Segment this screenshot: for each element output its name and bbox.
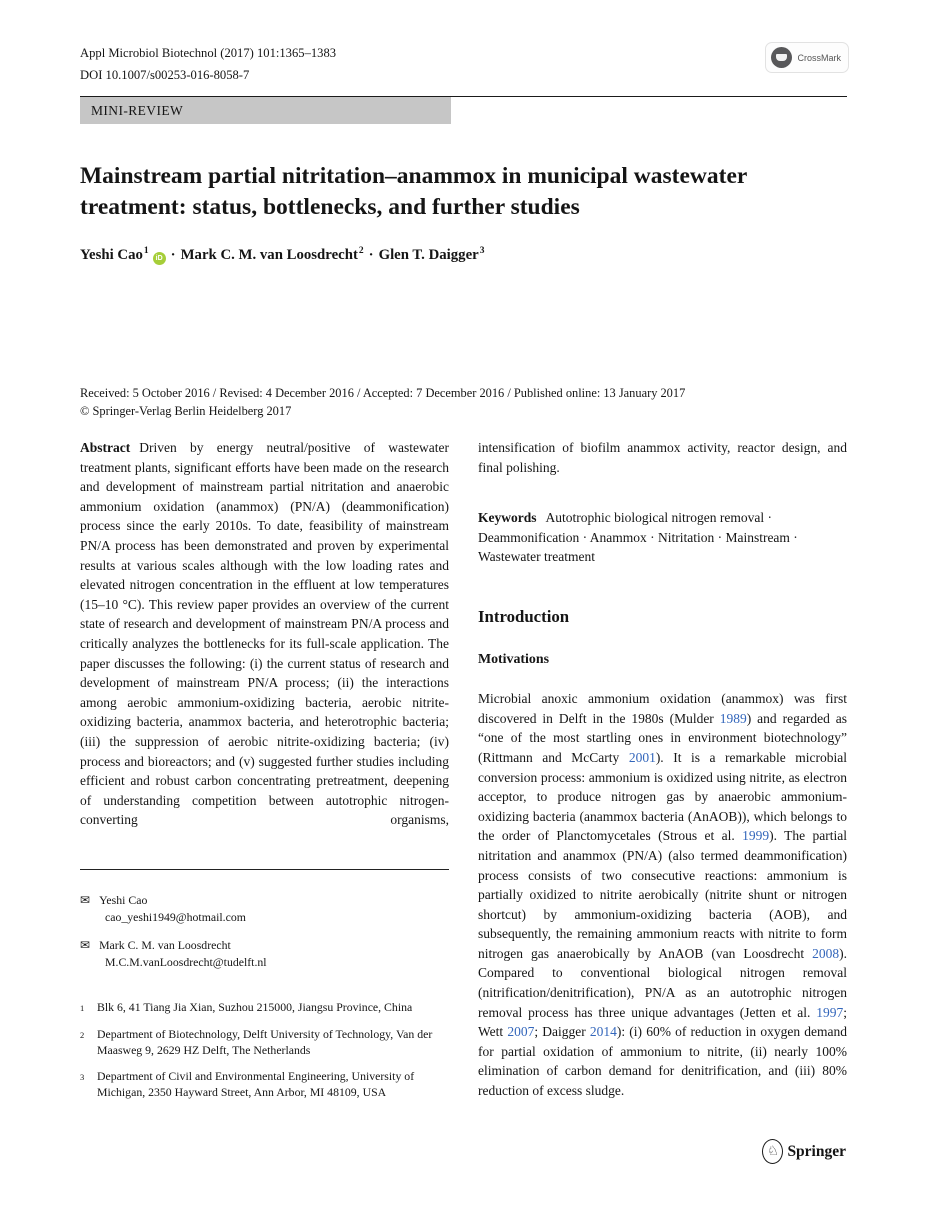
citation-link[interactable]: 1989 xyxy=(719,710,747,726)
author-superscript: 3 xyxy=(479,246,485,256)
affiliation-number: 3 xyxy=(80,1071,85,1082)
author-name: Glen T. Daigger xyxy=(378,246,479,263)
corresponding-email[interactable]: M.C.M.vanLoosdrecht@tudelft.nl xyxy=(105,955,267,969)
crossmark-label: CrossMark xyxy=(797,52,841,63)
springer-label: Springer xyxy=(787,1142,846,1160)
citation-link[interactable]: 2008 xyxy=(812,945,840,961)
affiliation-number: 1 xyxy=(80,1003,85,1013)
footnote-divider xyxy=(80,869,449,870)
text-segment: ): (i) 60% of reduction in oxygen demand for partial oxidation of ammonium to nitrite, (ii) nearly 100% elimination of carbon demand for denitrification, and (iii) 80% reduction of excess sludge. xyxy=(478,1024,847,1099)
received-dates-line: Received: 5 October 2016 / Revised: 4 December 2016 / Accepted: 7 December 2016 / Published online: 13 January 2017 xyxy=(80,386,686,400)
author-name: Yeshi Cao xyxy=(80,246,143,263)
abstract-paragraph xyxy=(80,438,449,830)
journal-header xyxy=(80,46,336,83)
abstract-text: Driven by energy neutral/positive of wastewater treatment plants, significant efforts have been made on the research and development of mainstream partial nitritation and anaerobic ammonium oxidation (anammox) (PN/A) (deammonification) process since the early 2010s. To date, feasibility of mainstream PN/A process has been demonstrated and proven by experimental results at various scales although with the low loading rates and elevated nitrogen concentration in the effluent at low temperatures (15–10 °C). This review paper provides an overview of the current state of research and development of mainstream PN/A process and critically analyzes the bottlenecks for its full-scale application. The paper discusses the following: (i) the current status of research and development of mainstream PN/A process; (ii) the interactions among aerobic ammonium-oxidizing bacteria, aerobic nitrite-oxidizing bacteria, anammox bacteria, and heterotrophic bacteria; (iii) the suppression of aerobic nitrite-oxidizing bacteria; (iv) process and bioreactors; and (v) suggested further studies including efficient and robust carbon concentrating pretreatment, deepening of understanding competition between autotrophic nitrogen-converting organisms, xyxy=(80,440,449,828)
intro-paragraph xyxy=(478,689,847,1100)
affiliation-text: Blk 6, 41 Tiang Jia Xian, Suzhou 215000, Jiangsu Province, China xyxy=(97,1000,413,1014)
keywords-text: Autotrophic biological nitrogen removal · Deammonification · Anammox · Nitritation · Mainstream · Wastewater treatment xyxy=(478,510,798,565)
author-name: Mark C. M. van Loosdrecht xyxy=(180,246,358,263)
affiliation-text: Department of Biotechnology, Delft University of Technology, Van der Maasweg 9, 2629 HZ Delft, The Netherlands xyxy=(97,1026,433,1057)
corresponding-entry xyxy=(80,892,449,926)
email-icon: ✉ xyxy=(80,893,91,907)
corresponding-name: Yeshi Cao xyxy=(99,893,148,907)
author-superscript: 1 xyxy=(143,246,149,256)
orcid-icon[interactable]: iD xyxy=(153,252,166,265)
citation-link[interactable]: 2007 xyxy=(507,1024,535,1040)
keywords-label: Keywords xyxy=(478,510,537,526)
keywords-paragraph xyxy=(478,508,847,567)
springer-logo xyxy=(762,1139,846,1164)
text-segment: Microbial anoxic ammonium oxidation (anammox) was first discovered in Delft in the 1980s (Mulder xyxy=(478,691,847,726)
authors-line xyxy=(80,246,484,265)
copyright-line: © Springer-Verlag Berlin Heidelberg 2017 xyxy=(80,404,292,418)
journal-reference: Appl Microbiol Biotechnol (2017) 101:1365–1383 xyxy=(80,46,337,60)
affiliation-item xyxy=(80,1026,449,1059)
text-segment: ). Compared to conventional biological nitrogen removal (nitrification/denitrification), PN/A as an autotrophic nitrogen removal process has three unique advantages (Jetten et al. xyxy=(478,945,847,1020)
affiliation-item xyxy=(80,999,449,1017)
affiliation-item xyxy=(80,1068,449,1101)
right-column xyxy=(478,438,847,1101)
article-type-box: MINI-REVIEW xyxy=(80,97,451,124)
crossmark-badge[interactable] xyxy=(765,42,849,73)
corresponding-entry xyxy=(80,937,449,971)
text-segment: ; Wett xyxy=(478,1004,847,1040)
abstract-continuation: intensification of biofilm anammox activity, reactor design, and final polishing. xyxy=(478,440,847,475)
citation-link[interactable]: 1997 xyxy=(816,1004,844,1020)
corresponding-name: Mark C. M. van Loosdrecht xyxy=(99,938,231,952)
springer-horse-icon: ♘ xyxy=(762,1139,783,1164)
citation-link[interactable]: 1999 xyxy=(742,828,770,844)
doi-line: DOI 10.1007/s00253-016-8058-7 xyxy=(80,68,250,82)
citation-link[interactable]: 2001 xyxy=(628,749,656,765)
citation-link[interactable]: 2014 xyxy=(589,1024,617,1040)
section-heading-introduction: Introduction xyxy=(478,606,570,626)
author-superscript: 2 xyxy=(358,246,364,256)
text-segment: ) and regarded as “one of the most startling ones in environment biotechnology” (Rittmann and McCarty xyxy=(478,710,848,765)
affiliations-list xyxy=(80,999,449,1110)
text-segment: ; Daigger xyxy=(534,1024,590,1040)
email-icon: ✉ xyxy=(80,938,91,952)
corresponding-authors xyxy=(80,892,449,982)
abstract-label: Abstract xyxy=(80,440,131,455)
affiliation-number: 2 xyxy=(80,1029,85,1040)
affiliation-text: Department of Civil and Environmental Engineering, University of Michigan, 2350 Hayward Street, Ann Arbor, MI 48109, USA xyxy=(97,1068,415,1099)
text-segment: ). It is a remarkable microbial conversion process: ammonium is oxidized using nitrite, as electron acceptor, to produce nitrogen gas by anaerobic ammonium-oxidizing bacteria (anammox bacteria (AnAOB)), which belongs to the order of Planctomycetales (Strous et al. xyxy=(478,749,847,844)
paper-title: Mainstream partial nitritation–anammox in municipal wastewater treatment: status, bottlenecks, and further studies xyxy=(80,163,747,220)
subsection-heading-motivations: Motivations xyxy=(478,651,549,667)
left-column xyxy=(80,438,449,830)
crossmark-icon xyxy=(771,47,792,68)
corresponding-email[interactable]: cao_yeshi1949@hotmail.com xyxy=(105,910,246,924)
author-separator: · xyxy=(170,246,176,263)
author-separator: · xyxy=(368,246,374,263)
text-segment: ). The partial nitritation and anammox (PN/A) (also termed deammonification) process consists of two consecutive reactions: ammonium is partially oxidized to nitrite aerobically (nitrite shunt or nitrogen shortcut) by ammonium-oxidizing bacteria (AOB), and subsequently, the remaining ammonium reacts with nitrite to form nitrogen gas anaerobically by AnAOB (van Loosdrecht xyxy=(478,828,847,961)
